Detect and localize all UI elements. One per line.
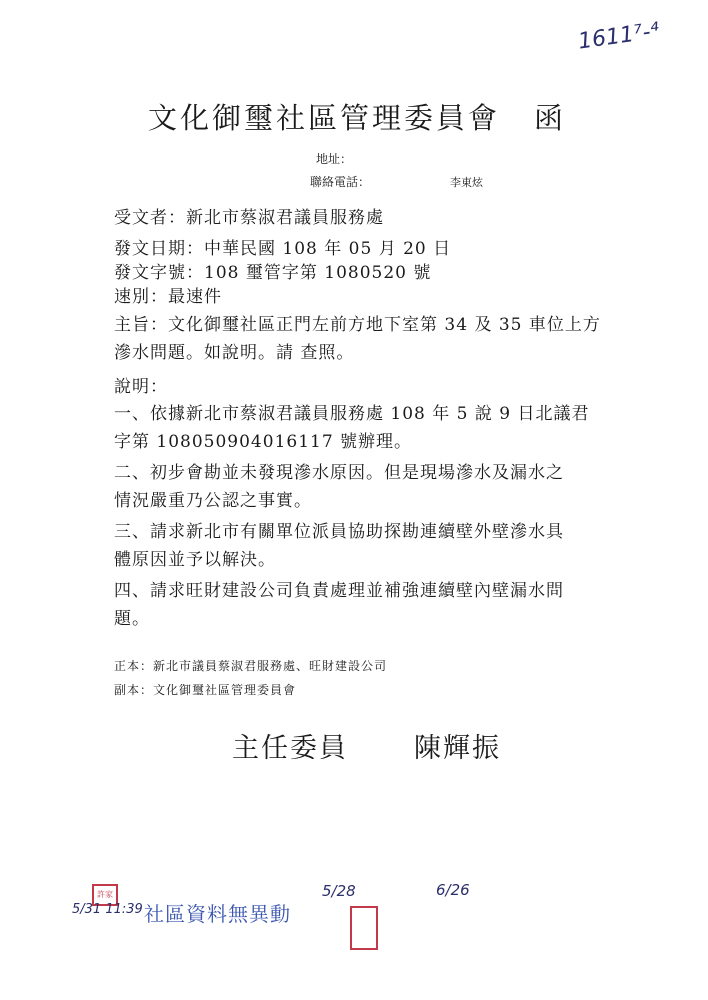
explanation-item-3-line-1: 三、請求新北市有關單位派員協助探勘連續壁外壁滲水具 [114, 522, 564, 542]
original-recipients: 正本：新北市議員蔡淑君服務處、旺財建設公司 [114, 659, 388, 673]
subject-line-1: 主旨：文化御璽社區正門左前方地下室第 34 及 35 車位上方 [114, 315, 601, 335]
explanation-label: 說明： [114, 377, 168, 397]
signature-name: 陳輝振 [414, 733, 501, 764]
handwritten-note-top: 1611⁷-⁴ [576, 18, 661, 55]
explanation-item-1-line-2: 字第 108050904016117 號辦理。 [114, 432, 413, 452]
urgency-line: 速別：最速件 [114, 287, 222, 307]
explanation-item-2-line-2: 情況嚴重乃公認之事實。 [114, 491, 312, 511]
signature-block [232, 726, 501, 765]
explanation-item-2-line-1: 二、初步會勘並未發現滲水原因。但是現場滲水及漏水之 [114, 463, 564, 483]
title-suffix: 函 [534, 101, 567, 135]
title-organization: 文化御璽社區管理委員會 [148, 101, 501, 135]
address-label: 地址： [316, 152, 353, 166]
handwritten-timestamp: 5/31 11:39 [72, 902, 143, 917]
small-red-stamp: 許家 [92, 884, 118, 906]
copy-recipients: 副本：文化御璽社區管理委員會 [114, 683, 297, 697]
explanation-item-4-line-1: 四、請求旺財建設公司負責處理並補強連續壁內壁漏水問 [114, 581, 564, 601]
handwritten-date-right: 6/26 [436, 881, 470, 899]
handwritten-date-middle: 5/28 [322, 882, 356, 900]
explanation-item-4-line-2: 題。 [114, 609, 150, 629]
recipient-line: 受文者：新北市蔡淑君議員服務處 [114, 208, 384, 228]
red-seal-stamp [350, 906, 378, 950]
signature-title: 主任委員 [232, 733, 348, 764]
issue-date-line: 發文日期：中華民國 108 年 05 月 20 日 [114, 239, 452, 259]
contact-name: 李東炫 [450, 176, 483, 189]
letter-title [148, 96, 566, 137]
subject-line-2: 滲水問題。如說明。請 查照。 [114, 343, 355, 363]
document-number-line: 發文字號：108 璽管字第 1080520 號 [114, 263, 432, 283]
explanation-item-3-line-2: 體原因並予以解決。 [114, 550, 276, 570]
blue-status-stamp: 社區資料無異動 [144, 902, 291, 926]
phone-label: 聯絡電話： [310, 175, 371, 189]
explanation-item-1-line-1: 一、依據新北市蔡淑君議員服務處 108 年 5 說 9 日北議君 [114, 404, 590, 424]
